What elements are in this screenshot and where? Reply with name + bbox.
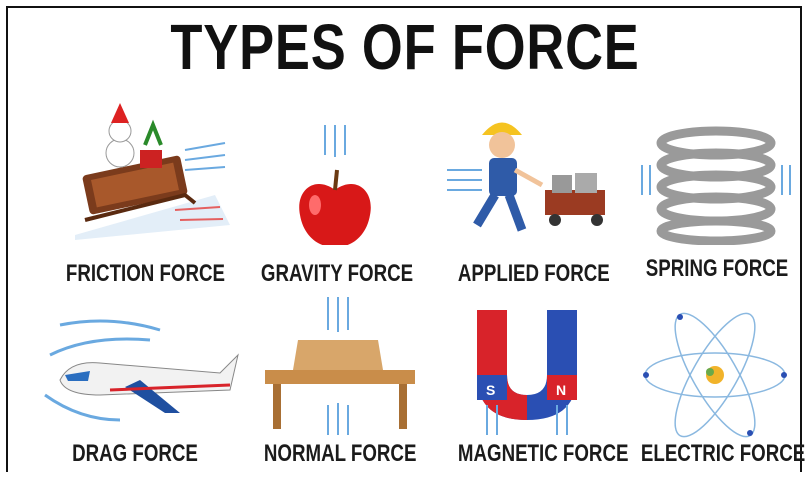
force-label: FRICTION FORCE bbox=[65, 260, 226, 287]
worker-pushing-cart-icon bbox=[437, 95, 627, 245]
force-label: ELECTRIC FORCE bbox=[640, 440, 806, 467]
falling-apple-icon bbox=[240, 95, 430, 245]
coil-spring-icon bbox=[622, 95, 810, 245]
airplane-icon bbox=[40, 295, 240, 445]
force-label: GRAVITY FORCE bbox=[260, 260, 414, 287]
normal-force-card bbox=[243, 295, 433, 495]
spring-force-card bbox=[622, 95, 810, 295]
gravity-force-card bbox=[240, 95, 430, 295]
svg-text:N: N bbox=[556, 382, 567, 398]
electric-force-card bbox=[620, 295, 810, 495]
friction-force-card bbox=[45, 95, 235, 295]
box-on-table-icon bbox=[243, 295, 433, 445]
force-label: APPLIED FORCE bbox=[457, 260, 610, 287]
svg-text:S: S bbox=[486, 382, 496, 398]
force-label: NORMAL FORCE bbox=[263, 440, 417, 467]
drag-force-card bbox=[40, 295, 230, 495]
magnetic-force-card bbox=[437, 295, 627, 495]
force-label: MAGNETIC FORCE bbox=[457, 440, 629, 467]
applied-force-card bbox=[437, 95, 627, 295]
poster-title: TYPES OF FORCE bbox=[170, 11, 640, 83]
force-label: SPRING FORCE bbox=[645, 255, 789, 282]
sled-snowman-icon bbox=[45, 95, 235, 245]
atom-icon bbox=[620, 295, 810, 445]
force-label: DRAG FORCE bbox=[72, 440, 198, 467]
horseshoe-magnet-icon bbox=[437, 295, 627, 445]
